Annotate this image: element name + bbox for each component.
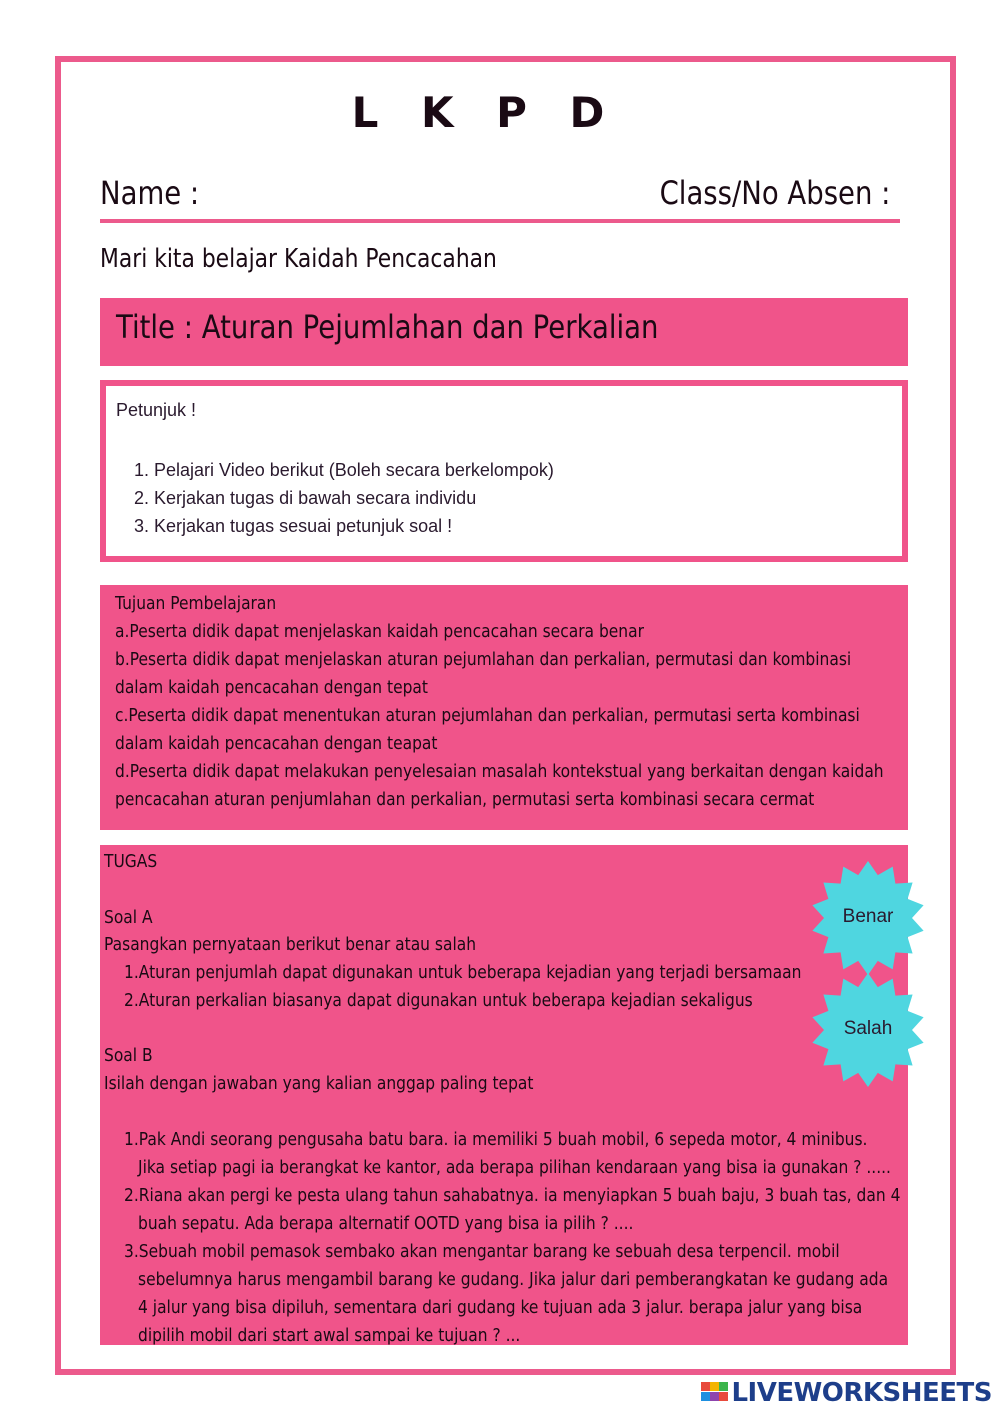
question-text: Pak Andi seorang pengusaha batu bara. ia memiliki 5 buah mobil, 6 sepeda motor, 4 minibus. xyxy=(138,1129,868,1150)
brand-name: LIVEWORKSHEETS xyxy=(731,1378,992,1408)
goal-line: pencacahan aturan penjumlahan dan perkalian, permutasi serta kombinasi secara cermat xyxy=(115,789,815,810)
question-text: sebelumnya harus mengambil barang ke gudang. Jika jalur dari pemberangkatan ke gudang ada xyxy=(138,1269,889,1290)
list-text: Kerjakan tugas di bawah secara individu xyxy=(154,488,477,508)
page-title: L K P D xyxy=(351,88,619,137)
topic-title-bar xyxy=(100,298,908,366)
list-item xyxy=(134,484,554,512)
soal-b-question xyxy=(124,1241,840,1262)
list-number: 1. xyxy=(124,1129,139,1150)
instructions-box xyxy=(100,380,908,562)
list-number: 3. xyxy=(134,516,150,536)
goal-line: dalam kaidah pencacahan dengan tepat xyxy=(115,677,428,698)
instructions-heading: Petunjuk ! xyxy=(116,400,197,420)
soal-a-heading: Soal A xyxy=(104,907,153,928)
instructions-list xyxy=(134,456,554,540)
list-number: 2. xyxy=(124,1185,139,1206)
goal-line: a.Peserta didik dapat menjelaskan kaidah pencacahan secara benar xyxy=(115,621,644,642)
list-number: 2. xyxy=(134,488,150,508)
field-underline xyxy=(100,219,900,223)
learning-goals-box xyxy=(100,585,908,830)
name-field-label: Name : xyxy=(100,174,200,212)
question-text: Sebuah mobil pemasok sembako akan mengantar barang ke sebuah desa terpencil. mobil xyxy=(138,1241,840,1262)
list-text: Pelajari Video berikut (Boleh secara berkelompok) xyxy=(154,460,554,480)
list-text: Kerjakan tugas sesuai petunjuk soal ! xyxy=(154,516,453,536)
footer-brand xyxy=(701,1378,992,1408)
question-text: dipilih mobil dari start awal sampai ke tujuan ? ... xyxy=(138,1325,521,1346)
list-item xyxy=(134,456,554,484)
salah-label: Salah xyxy=(843,1018,893,1039)
soal-a-prompt: Pasangkan pernyataan berikut benar atau salah xyxy=(104,934,477,955)
list-number: 1. xyxy=(124,962,139,983)
tasks-heading: TUGAS xyxy=(104,851,158,872)
soal-b-question xyxy=(124,1129,867,1150)
statement-text: Aturan penjumlah dapat digunakan untuk beberapa kejadian yang terjadi bersamaan xyxy=(138,962,802,983)
soal-b-heading: Soal B xyxy=(104,1045,153,1066)
question-text: 4 jalur yang bisa dipiluh, sementara dari gudang ke tujuan ada 3 jalur. berapa jalur yang bisa xyxy=(138,1297,863,1318)
intro-text: Mari kita belajar Kaidah Pencacahan xyxy=(100,244,497,274)
soal-b-prompt: Isilah dengan jawaban yang kalian anggap paling tepat xyxy=(104,1073,534,1094)
question-text: Jika setiap pagi ia berangkat ke kantor, ada berapa pilihan kendaraan yang bisa ia gunakan ? ..... xyxy=(138,1157,891,1178)
list-number: 3. xyxy=(124,1241,139,1262)
benar-label: Benar xyxy=(842,906,894,927)
tasks-box xyxy=(100,845,908,1345)
goal-line: d.Peserta didik dapat melakukan penyelesaian masalah kontekstual yang berkaitan dengan kaidah xyxy=(115,761,884,782)
topic-title: Title : Aturan Pejumlahan dan Perkalian xyxy=(116,308,659,346)
salah-answer-badge[interactable] xyxy=(810,972,926,1088)
liveworksheets-logo-icon xyxy=(701,1382,729,1404)
soal-b-question xyxy=(124,1185,900,1206)
list-item xyxy=(134,512,554,540)
statement-text: Aturan perkalian biasanya dapat digunakan untuk beberapa kejadian sekaligus xyxy=(138,990,753,1011)
class-field-label: Class/No Absen : xyxy=(659,174,890,212)
goal-line: b.Peserta didik dapat menjelaskan aturan pejumlahan dan perkalian, permutasi dan kombinasi xyxy=(115,649,852,670)
goal-line: dalam kaidah pencacahan dengan teapat xyxy=(115,733,438,754)
soal-a-item[interactable] xyxy=(124,990,753,1011)
goal-line: c.Peserta didik dapat menentukan aturan pejumlahan dan perkalian, permutasi serta kombinasi xyxy=(115,705,860,726)
list-number: 2. xyxy=(124,990,139,1011)
benar-answer-badge[interactable] xyxy=(810,860,926,976)
question-text: Riana akan pergi ke pesta ulang tahun sahabatnya. ia menyiapkan 5 buah baju, 3 buah tas, dan 4 xyxy=(138,1185,901,1206)
soal-a-item[interactable] xyxy=(124,962,801,983)
list-number: 1. xyxy=(134,460,150,480)
question-text: buah sepatu. Ada berapa alternatif OOTD yang bisa ia pilih ? .... xyxy=(138,1213,634,1234)
goals-heading: Tujuan Pembelajaran xyxy=(115,593,277,614)
